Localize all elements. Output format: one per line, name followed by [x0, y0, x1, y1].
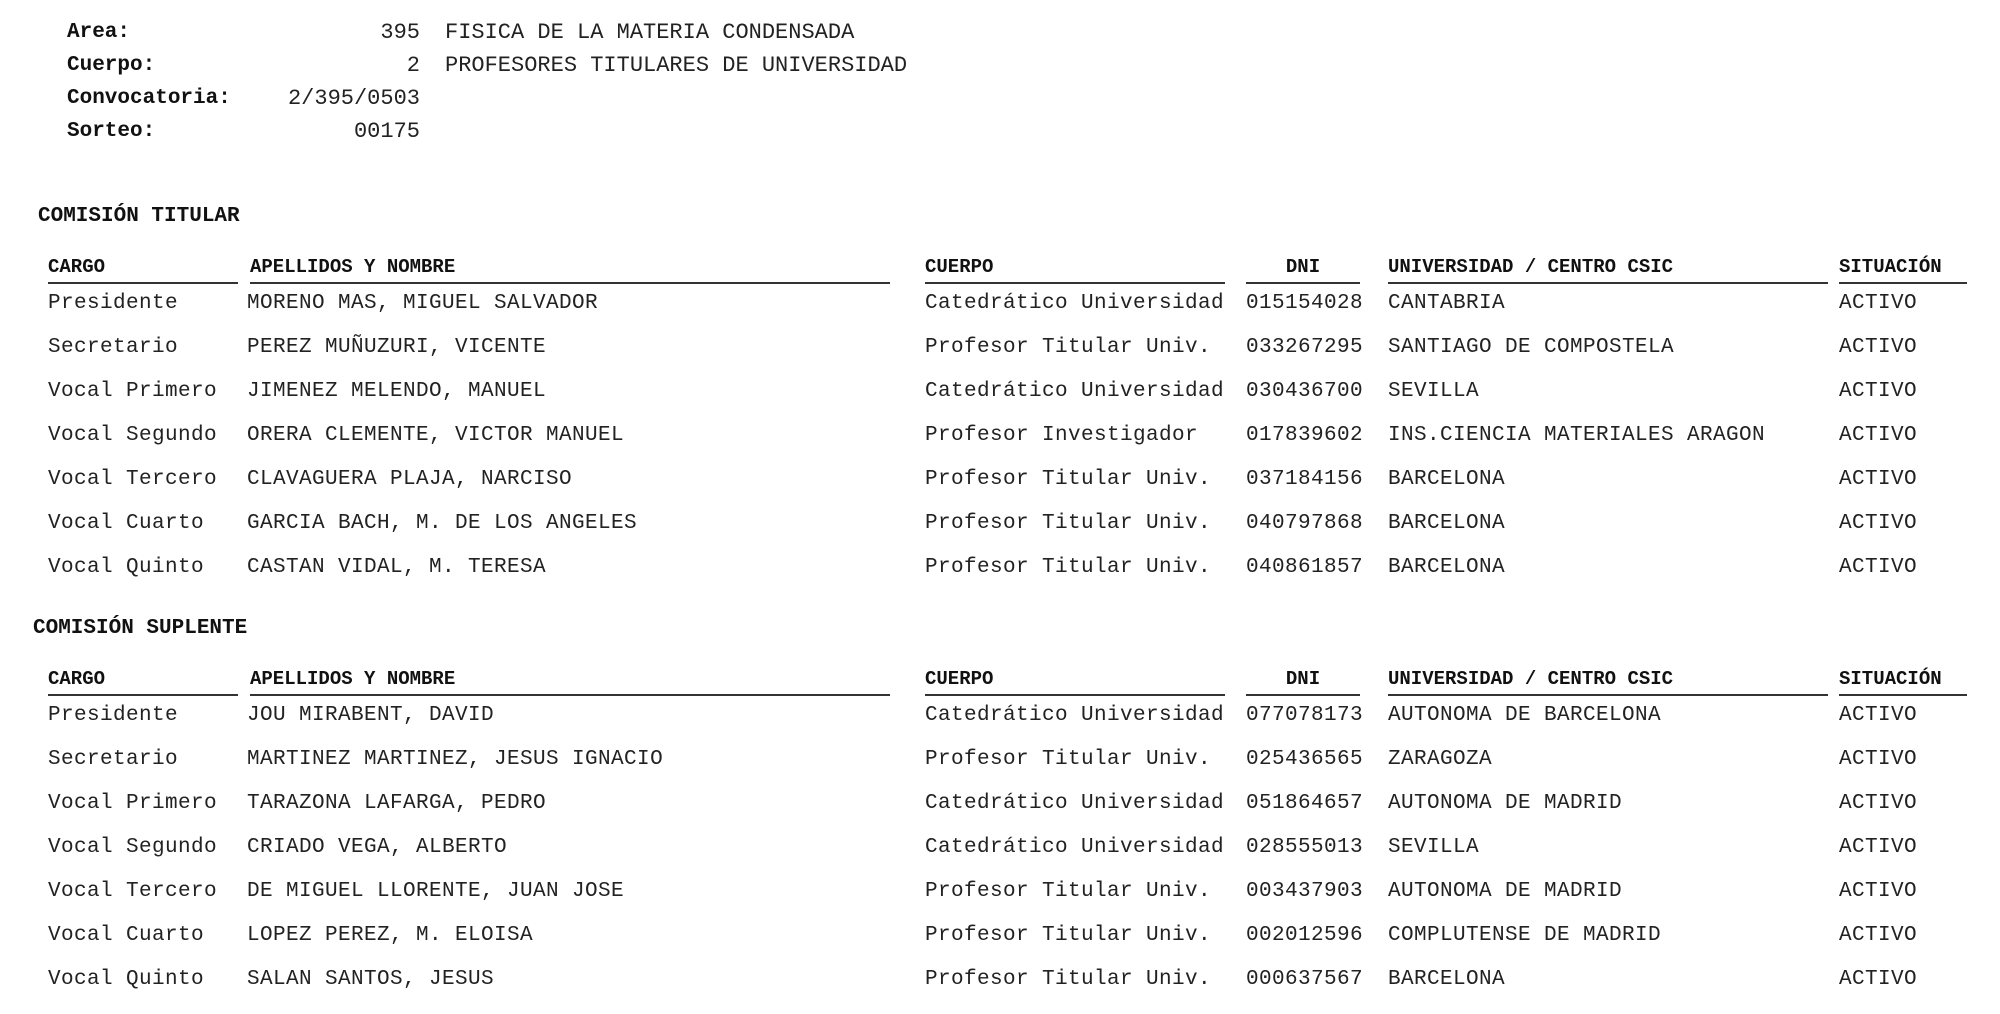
- cell-nombre: CLAVAGUERA PLAJA, NARCISO: [247, 468, 573, 491]
- convocatoria-label: Convocatoria:: [67, 87, 231, 110]
- cuerpo-label: Cuerpo:: [67, 54, 156, 77]
- cell-situacion: ACTIVO: [1839, 924, 1918, 947]
- cell-cuerpo: Profesor Titular Univ.: [925, 880, 1212, 903]
- cell-cuerpo: Profesor Titular Univ.: [925, 336, 1212, 359]
- column-header-universidad: UNIVERSIDAD / CENTRO CSIC: [1388, 256, 1828, 284]
- cell-universidad: AUTONOMA DE MADRID: [1388, 880, 1623, 903]
- cell-situacion: ACTIVO: [1839, 748, 1918, 771]
- column-header-cuerpo: CUERPO: [925, 668, 1225, 696]
- cell-cuerpo: Profesor Titular Univ.: [925, 512, 1212, 535]
- cell-situacion: ACTIVO: [1839, 512, 1918, 535]
- cell-universidad: INS.CIENCIA MATERIALES ARAGON: [1388, 424, 1766, 447]
- cell-dni: 017839602: [1246, 424, 1364, 447]
- cell-nombre: DE MIGUEL LLORENTE, JUAN JOSE: [247, 880, 625, 903]
- section-title-suplente: COMISIÓN SUPLENTE: [33, 617, 248, 640]
- cell-universidad: SANTIAGO DE COMPOSTELA: [1388, 336, 1675, 359]
- cell-nombre: LOPEZ PEREZ, M. ELOISA: [247, 924, 534, 947]
- cell-cargo: Vocal Quinto: [48, 556, 205, 579]
- column-header-cargo: CARGO: [48, 256, 238, 284]
- cell-dni: 051864657: [1246, 792, 1364, 815]
- column-header-situacion: SITUACIÓN: [1839, 256, 1967, 284]
- cell-nombre: PEREZ MUÑUZURI, VICENTE: [247, 336, 547, 359]
- cell-cargo: Vocal Primero: [48, 380, 218, 403]
- cell-cuerpo: Profesor Titular Univ.: [925, 468, 1212, 491]
- cell-cuerpo: Catedrático Universidad: [925, 704, 1225, 727]
- cell-cargo: Vocal Quinto: [48, 968, 205, 991]
- cell-cargo: Presidente: [48, 292, 179, 315]
- cell-cuerpo: Catedrático Universidad: [925, 380, 1225, 403]
- cell-universidad: CANTABRIA: [1388, 292, 1506, 315]
- cell-nombre: CRIADO VEGA, ALBERTO: [247, 836, 508, 859]
- area-code: 395: [380, 20, 420, 45]
- convocatoria-code: 2/395/0503: [287, 86, 420, 111]
- cell-universidad: AUTONOMA DE MADRID: [1388, 792, 1623, 815]
- cell-cuerpo: Profesor Titular Univ.: [925, 924, 1212, 947]
- cell-situacion: ACTIVO: [1839, 704, 1918, 727]
- cell-cargo: Vocal Segundo: [48, 424, 218, 447]
- cell-dni: 000637567: [1246, 968, 1364, 991]
- cell-dni: 037184156: [1246, 468, 1364, 491]
- column-header-cargo: CARGO: [48, 668, 238, 696]
- cell-cuerpo: Profesor Titular Univ.: [925, 748, 1212, 771]
- cell-nombre: SALAN SANTOS, JESUS: [247, 968, 495, 991]
- cell-cuerpo: Profesor Investigador: [925, 424, 1199, 447]
- cell-cuerpo: Profesor Titular Univ.: [925, 556, 1212, 579]
- cell-nombre: MORENO MAS, MIGUEL SALVADOR: [247, 292, 599, 315]
- column-header-dni: DNI: [1246, 668, 1360, 696]
- cuerpo-description: PROFESORES TITULARES DE UNIVERSIDAD: [445, 53, 908, 78]
- cell-situacion: ACTIVO: [1839, 380, 1918, 403]
- cell-cargo: Secretario: [48, 748, 179, 771]
- column-header-nombre: APELLIDOS Y NOMBRE: [250, 256, 890, 284]
- cell-nombre: JOU MIRABENT, DAVID: [247, 704, 495, 727]
- cell-situacion: ACTIVO: [1839, 836, 1918, 859]
- cell-cargo: Vocal Segundo: [48, 836, 218, 859]
- cell-nombre: TARAZONA LAFARGA, PEDRO: [247, 792, 547, 815]
- cell-situacion: ACTIVO: [1839, 792, 1918, 815]
- cell-situacion: ACTIVO: [1839, 880, 1918, 903]
- cell-cargo: Vocal Tercero: [48, 468, 218, 491]
- cell-cuerpo: Catedrático Universidad: [925, 836, 1225, 859]
- cell-nombre: GARCIA BACH, M. DE LOS ANGELES: [247, 512, 638, 535]
- cell-cargo: Vocal Cuarto: [48, 924, 205, 947]
- cell-universidad: SEVILLA: [1388, 380, 1480, 403]
- cell-situacion: ACTIVO: [1839, 292, 1918, 315]
- cell-universidad: BARCELONA: [1388, 556, 1506, 579]
- area-label: Area:: [67, 21, 131, 44]
- cell-dni: 025436565: [1246, 748, 1364, 771]
- cell-dni: 015154028: [1246, 292, 1364, 315]
- sorteo-code: 00175: [353, 119, 420, 144]
- cell-nombre: CASTAN VIDAL, M. TERESA: [247, 556, 547, 579]
- cell-cargo: Presidente: [48, 704, 179, 727]
- sorteo-label: Sorteo:: [67, 120, 156, 143]
- section-title-titular: COMISIÓN TITULAR: [38, 205, 240, 228]
- cell-nombre: MARTINEZ MARTINEZ, JESUS IGNACIO: [247, 748, 664, 771]
- column-header-nombre: APELLIDOS Y NOMBRE: [250, 668, 890, 696]
- cell-cargo: Vocal Cuarto: [48, 512, 205, 535]
- cell-universidad: ZARAGOZA: [1388, 748, 1493, 771]
- cell-situacion: ACTIVO: [1839, 424, 1918, 447]
- cell-cargo: Vocal Primero: [48, 792, 218, 815]
- cell-dni: 030436700: [1246, 380, 1364, 403]
- cell-dni: 003437903: [1246, 880, 1364, 903]
- cell-dni: 028555013: [1246, 836, 1364, 859]
- area-description: FISICA DE LA MATERIA CONDENSADA: [445, 20, 855, 45]
- column-header-situacion: SITUACIÓN: [1839, 668, 1967, 696]
- column-header-universidad: UNIVERSIDAD / CENTRO CSIC: [1388, 668, 1828, 696]
- cell-dni: 077078173: [1246, 704, 1364, 727]
- cell-cuerpo: Catedrático Universidad: [925, 292, 1225, 315]
- column-header-cuerpo: CUERPO: [925, 256, 1225, 284]
- cell-cargo: Secretario: [48, 336, 179, 359]
- cell-nombre: JIMENEZ MELENDO, MANUEL: [247, 380, 547, 403]
- cell-universidad: SEVILLA: [1388, 836, 1480, 859]
- cell-situacion: ACTIVO: [1839, 556, 1918, 579]
- cell-cuerpo: Profesor Titular Univ.: [925, 968, 1212, 991]
- cell-cargo: Vocal Tercero: [48, 880, 218, 903]
- cell-situacion: ACTIVO: [1839, 336, 1918, 359]
- cell-universidad: BARCELONA: [1388, 968, 1506, 991]
- cell-universidad: AUTONOMA DE BARCELONA: [1388, 704, 1662, 727]
- cell-universidad: BARCELONA: [1388, 468, 1506, 491]
- cell-situacion: ACTIVO: [1839, 968, 1918, 991]
- cell-situacion: ACTIVO: [1839, 468, 1918, 491]
- cell-dni: 040861857: [1246, 556, 1364, 579]
- cell-dni: 040797868: [1246, 512, 1364, 535]
- cell-universidad: BARCELONA: [1388, 512, 1506, 535]
- cuerpo-code: 2: [406, 53, 420, 78]
- column-header-dni: DNI: [1246, 256, 1360, 284]
- cell-dni: 033267295: [1246, 336, 1364, 359]
- cell-dni: 002012596: [1246, 924, 1364, 947]
- cell-nombre: ORERA CLEMENTE, VICTOR MANUEL: [247, 424, 625, 447]
- cell-cuerpo: Catedrático Universidad: [925, 792, 1225, 815]
- cell-universidad: COMPLUTENSE DE MADRID: [1388, 924, 1662, 947]
